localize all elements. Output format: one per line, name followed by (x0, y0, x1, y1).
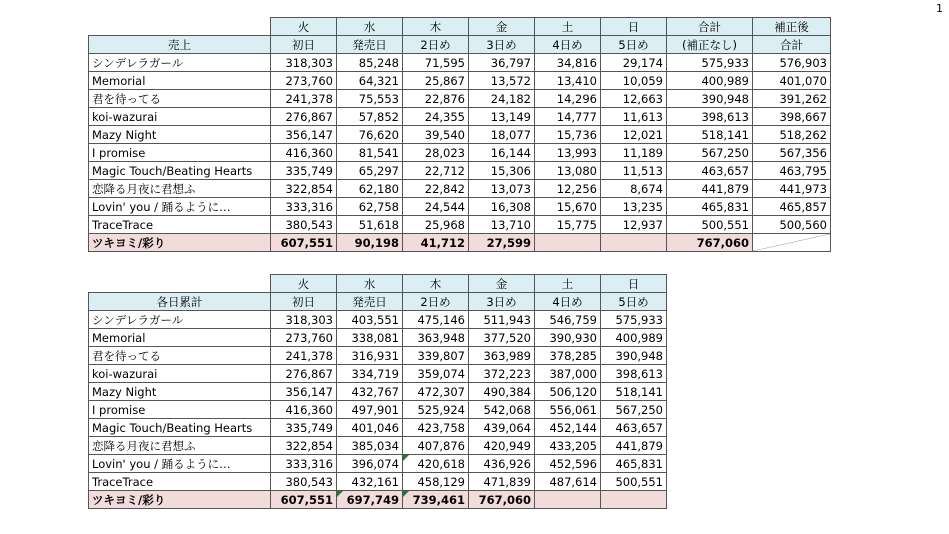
total-name: ツキヨミ/彩り (89, 491, 271, 509)
value-cell: 396,074 (337, 455, 403, 473)
value-cell: 497,901 (337, 401, 403, 419)
total-cell: 463,657 (667, 162, 753, 180)
adjusted-cell: 567,356 (753, 144, 831, 162)
header-blank (89, 275, 271, 293)
value-cell: 8,674 (601, 180, 667, 198)
total-subheader: (補正なし) (667, 36, 753, 54)
adjusted-cell: 465,857 (753, 198, 831, 216)
day-subheader: 発売日 (337, 293, 403, 311)
value-cell: 13,993 (535, 144, 601, 162)
value-cell: 273,760 (271, 329, 337, 347)
total-cell: 500,551 (667, 216, 753, 234)
value-cell: 322,854 (271, 180, 337, 198)
table-row (89, 216, 831, 234)
value-cell: 390,930 (535, 329, 601, 347)
value-cell: 13,410 (535, 72, 601, 90)
value-cell: 542,068 (469, 401, 535, 419)
value-cell: 359,074 (403, 365, 469, 383)
value-cell: 380,543 (271, 473, 337, 491)
day-header: 金 (469, 275, 535, 293)
table-row (89, 383, 667, 401)
value-cell: 416,360 (271, 401, 337, 419)
value-cell: 15,775 (535, 216, 601, 234)
value-cell: 16,308 (469, 198, 535, 216)
value-cell: 378,285 (535, 347, 601, 365)
header-row (89, 36, 831, 54)
day-subheader: 4日め (535, 293, 601, 311)
value-cell: 22,842 (403, 180, 469, 198)
value-cell: 15,736 (535, 126, 601, 144)
day-header: 水 (337, 18, 403, 36)
table-label: 売上 (89, 36, 271, 54)
table-row (89, 54, 831, 72)
song-name: koi-wazurai (89, 108, 271, 126)
value-cell: 11,189 (601, 144, 667, 162)
adjusted-subheader: 合計 (753, 36, 831, 54)
day-header: 木 (403, 18, 469, 36)
value-cell: 322,854 (271, 437, 337, 455)
song-name: Lovin' you / 踊るように… (89, 198, 271, 216)
value-cell: 471,839 (469, 473, 535, 491)
total-cell: 400,989 (667, 72, 753, 90)
value-cell: 13,080 (535, 162, 601, 180)
value-cell: 556,061 (535, 401, 601, 419)
value-cell: 506,120 (535, 383, 601, 401)
value-cell: 403,551 (337, 311, 403, 329)
table-row (89, 162, 831, 180)
value-cell: 13,572 (469, 72, 535, 90)
song-name: Lovin' you / 踊るように… (89, 455, 271, 473)
sales-table (88, 17, 831, 252)
day-subheader: 2日め (403, 36, 469, 54)
adjusted-cell: 500,560 (753, 216, 831, 234)
song-name: シンデレラガール (89, 311, 271, 329)
total-value-cell: 90,198 (337, 234, 403, 252)
value-cell: 25,867 (403, 72, 469, 90)
table-row (89, 108, 831, 126)
table-label: 各日累計 (89, 293, 271, 311)
total-value-cell (535, 491, 601, 509)
value-cell: 14,777 (535, 108, 601, 126)
value-cell: 436,926 (469, 455, 535, 473)
value-cell: 318,303 (271, 54, 337, 72)
day-subheader: 5日め (601, 36, 667, 54)
value-cell: 316,931 (337, 347, 403, 365)
total-row (89, 234, 831, 252)
value-cell: 28,023 (403, 144, 469, 162)
value-cell: 575,933 (601, 311, 667, 329)
value-cell: 24,544 (403, 198, 469, 216)
value-cell: 380,543 (271, 216, 337, 234)
value-cell: 511,943 (469, 311, 535, 329)
total-value-cell: 607,551 (271, 234, 337, 252)
value-cell: 420,618 (403, 455, 469, 473)
value-cell: 13,235 (601, 198, 667, 216)
total-cell: 465,831 (667, 198, 753, 216)
header-row (89, 18, 831, 36)
value-cell: 16,144 (469, 144, 535, 162)
value-cell: 34,816 (535, 54, 601, 72)
value-cell: 57,852 (337, 108, 403, 126)
value-cell: 12,021 (601, 126, 667, 144)
value-cell: 372,223 (469, 365, 535, 383)
total-value-cell (535, 234, 601, 252)
cumulative-table (88, 274, 667, 509)
value-cell: 12,937 (601, 216, 667, 234)
total-cell: 390,948 (667, 90, 753, 108)
adjusted-cell: 391,262 (753, 90, 831, 108)
value-cell: 62,758 (337, 198, 403, 216)
value-cell: 500,551 (601, 473, 667, 491)
value-cell: 13,710 (469, 216, 535, 234)
value-cell: 398,613 (601, 365, 667, 383)
value-cell: 13,073 (469, 180, 535, 198)
value-cell: 85,248 (337, 54, 403, 72)
song-name: I promise (89, 144, 271, 162)
value-cell: 71,595 (403, 54, 469, 72)
value-cell: 387,000 (535, 365, 601, 383)
song-name: シンデレラガール (89, 54, 271, 72)
song-name: 恋降る月夜に君想ふ (89, 180, 271, 198)
song-name: Magic Touch/Beating Hearts (89, 162, 271, 180)
value-cell: 65,297 (337, 162, 403, 180)
adjusted-cell: 441,973 (753, 180, 831, 198)
total-value-cell: 607,551 (271, 491, 337, 509)
value-cell: 273,760 (271, 72, 337, 90)
value-cell: 24,355 (403, 108, 469, 126)
value-cell: 22,876 (403, 90, 469, 108)
value-cell: 276,867 (271, 108, 337, 126)
value-cell: 567,250 (601, 401, 667, 419)
value-cell: 81,541 (337, 144, 403, 162)
value-cell: 463,657 (601, 419, 667, 437)
value-cell: 356,147 (271, 383, 337, 401)
adjusted-cell: 518,262 (753, 126, 831, 144)
value-cell: 452,596 (535, 455, 601, 473)
total-name: ツキヨミ/彩り (89, 234, 271, 252)
value-cell: 25,968 (403, 216, 469, 234)
song-name: 君を待ってる (89, 347, 271, 365)
value-cell: 363,948 (403, 329, 469, 347)
table-row (89, 419, 667, 437)
value-cell: 13,149 (469, 108, 535, 126)
value-cell: 441,879 (601, 437, 667, 455)
day-header: 火 (271, 275, 337, 293)
total-value-cell: 41,712 (403, 234, 469, 252)
value-cell: 76,620 (337, 126, 403, 144)
table-row (89, 365, 667, 383)
day-subheader: 3日め (469, 293, 535, 311)
table-row (89, 455, 667, 473)
day-subheader: 4日め (535, 36, 601, 54)
value-cell: 335,749 (271, 162, 337, 180)
song-name: I promise (89, 401, 271, 419)
day-subheader: 5日め (601, 293, 667, 311)
value-cell: 12,256 (535, 180, 601, 198)
table-row (89, 401, 667, 419)
table-row (89, 90, 831, 108)
value-cell: 22,712 (403, 162, 469, 180)
value-cell: 12,663 (601, 90, 667, 108)
value-cell: 36,797 (469, 54, 535, 72)
value-cell: 407,876 (403, 437, 469, 455)
day-header: 木 (403, 275, 469, 293)
table-row (89, 347, 667, 365)
total-value-cell (601, 234, 667, 252)
value-cell: 10,059 (601, 72, 667, 90)
song-name: 恋降る月夜に君想ふ (89, 437, 271, 455)
value-cell: 333,316 (271, 198, 337, 216)
table-row (89, 198, 831, 216)
total-value-cell: 697,749 (337, 491, 403, 509)
header-row (89, 293, 667, 311)
day-header: 金 (469, 18, 535, 36)
value-cell: 423,758 (403, 419, 469, 437)
total-value-cell: 27,599 (469, 234, 535, 252)
value-cell: 356,147 (271, 126, 337, 144)
value-cell: 546,759 (535, 311, 601, 329)
song-name: TraceTrace (89, 473, 271, 491)
value-cell: 390,948 (601, 347, 667, 365)
value-cell: 420,949 (469, 437, 535, 455)
day-subheader: 初日 (271, 293, 337, 311)
total-cell: 398,613 (667, 108, 753, 126)
value-cell: 335,749 (271, 419, 337, 437)
value-cell: 333,316 (271, 455, 337, 473)
header-row (89, 275, 667, 293)
value-cell: 416,360 (271, 144, 337, 162)
song-name: Memorial (89, 329, 271, 347)
diagonal-cell (753, 234, 831, 252)
value-cell: 11,613 (601, 108, 667, 126)
value-cell: 276,867 (271, 365, 337, 383)
value-cell: 29,174 (601, 54, 667, 72)
grand-total-cell: 767,060 (667, 234, 753, 252)
adjusted-cell: 398,667 (753, 108, 831, 126)
value-cell: 241,378 (271, 90, 337, 108)
day-header: 土 (535, 18, 601, 36)
value-cell: 363,989 (469, 347, 535, 365)
value-cell: 339,807 (403, 347, 469, 365)
adjusted-cell: 463,795 (753, 162, 831, 180)
song-name: 君を待ってる (89, 90, 271, 108)
song-name: Mazy Night (89, 383, 271, 401)
value-cell: 487,614 (535, 473, 601, 491)
total-value-cell: 767,060 (469, 491, 535, 509)
value-cell: 64,321 (337, 72, 403, 90)
day-subheader: 初日 (271, 36, 337, 54)
total-cell: 567,250 (667, 144, 753, 162)
day-header: 水 (337, 275, 403, 293)
value-cell: 334,719 (337, 365, 403, 383)
value-cell: 318,303 (271, 311, 337, 329)
value-cell: 458,129 (403, 473, 469, 491)
day-header: 火 (271, 18, 337, 36)
table-row (89, 144, 831, 162)
total-value-cell: 739,461 (403, 491, 469, 509)
total-header: 合計 (667, 18, 753, 36)
value-cell: 401,046 (337, 419, 403, 437)
value-cell: 472,307 (403, 383, 469, 401)
value-cell: 432,161 (337, 473, 403, 491)
value-cell: 18,077 (469, 126, 535, 144)
song-name: koi-wazurai (89, 365, 271, 383)
value-cell: 465,831 (601, 455, 667, 473)
header-blank (89, 18, 271, 36)
table-row (89, 126, 831, 144)
table-row (89, 329, 667, 347)
table-row (89, 180, 831, 198)
value-cell: 338,081 (337, 329, 403, 347)
adjusted-header: 補正後 (753, 18, 831, 36)
table-row (89, 473, 667, 491)
day-subheader: 3日め (469, 36, 535, 54)
adjusted-cell: 576,903 (753, 54, 831, 72)
value-cell: 433,205 (535, 437, 601, 455)
song-name: TraceTrace (89, 216, 271, 234)
table-row (89, 72, 831, 90)
day-header: 日 (601, 18, 667, 36)
value-cell: 439,064 (469, 419, 535, 437)
value-cell: 75,553 (337, 90, 403, 108)
value-cell: 241,378 (271, 347, 337, 365)
value-cell: 51,618 (337, 216, 403, 234)
song-name: Memorial (89, 72, 271, 90)
value-cell: 452,144 (535, 419, 601, 437)
table-row (89, 311, 667, 329)
table-row (89, 437, 667, 455)
value-cell: 400,989 (601, 329, 667, 347)
total-row (89, 491, 667, 509)
value-cell: 24,182 (469, 90, 535, 108)
total-cell: 441,879 (667, 180, 753, 198)
value-cell: 11,513 (601, 162, 667, 180)
day-header: 土 (535, 275, 601, 293)
page-number: 1 (936, 2, 943, 15)
value-cell: 525,924 (403, 401, 469, 419)
value-cell: 475,146 (403, 311, 469, 329)
day-header: 日 (601, 275, 667, 293)
adjusted-cell: 401,070 (753, 72, 831, 90)
day-subheader: 発売日 (337, 36, 403, 54)
value-cell: 15,670 (535, 198, 601, 216)
value-cell: 385,034 (337, 437, 403, 455)
value-cell: 377,520 (469, 329, 535, 347)
total-value-cell (601, 491, 667, 509)
value-cell: 39,540 (403, 126, 469, 144)
total-cell: 518,141 (667, 126, 753, 144)
song-name: Magic Touch/Beating Hearts (89, 419, 271, 437)
value-cell: 432,767 (337, 383, 403, 401)
value-cell: 490,384 (469, 383, 535, 401)
value-cell: 62,180 (337, 180, 403, 198)
value-cell: 14,296 (535, 90, 601, 108)
value-cell: 15,306 (469, 162, 535, 180)
day-subheader: 2日め (403, 293, 469, 311)
song-name: Mazy Night (89, 126, 271, 144)
total-cell: 575,933 (667, 54, 753, 72)
value-cell: 518,141 (601, 383, 667, 401)
